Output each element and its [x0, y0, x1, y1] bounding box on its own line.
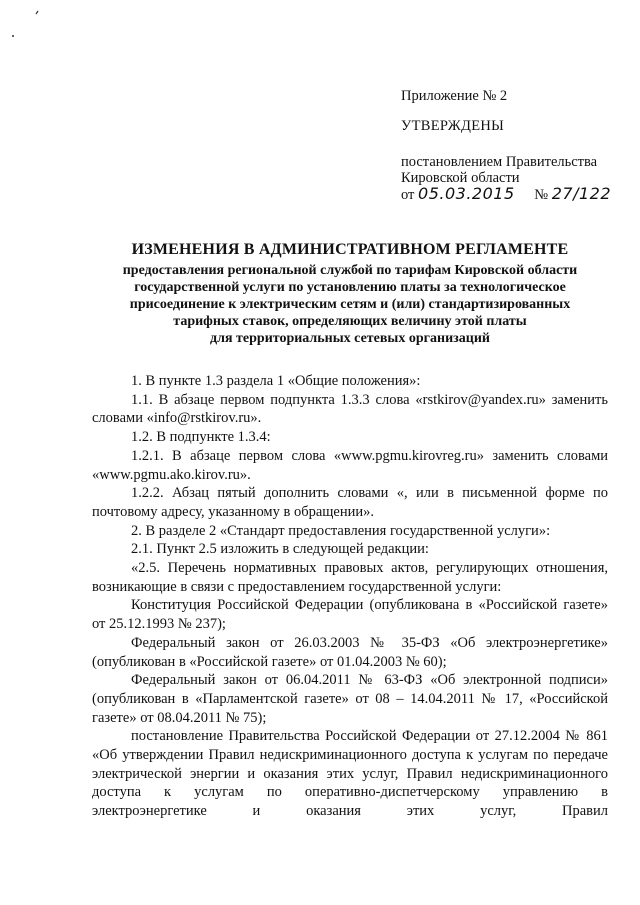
- scan-mark-icon: [10, 6, 40, 46]
- handwritten-date: 05.03.2015: [418, 184, 515, 203]
- approved-label: УТВЕРЖДЕНЫ: [401, 118, 505, 134]
- approval-region-line: Кировской области: [401, 170, 520, 186]
- document-body: [92, 372, 608, 821]
- document-title: [100, 240, 600, 347]
- approval-block: [401, 88, 626, 203]
- number-prefix: №: [534, 187, 549, 203]
- title-line: тарифных ставок, определяющих величину этой платы: [173, 314, 527, 329]
- title-line: присоединение к электрическим сетям и (или) стандартизированных: [129, 297, 571, 312]
- paragraph: 1.2.2. Абзац пятый дополнить словами «, или в письменной форме по почтовому адресу, указанному в обращении».: [92, 485, 608, 520]
- handwritten-number: 27/122: [551, 184, 612, 203]
- paragraph: 1.1. В абзаце первом подпункта 1.3.3 слова «rstkirov@yandex.ru» заменить словами «info@rstkirov.ru».: [92, 391, 608, 427]
- paragraph: Федеральный закон от 06.04.2011 № 63-ФЗ «Об электронной подписи» (опубликован в «Парламентской газете» от 08 – 14.04.2011 № 17, «Российской газете» от 08.04.2011 № 75);: [92, 672, 608, 726]
- title-line: государственной услуги по установлению платы за технологическое: [134, 280, 566, 295]
- paragraph: 1.2.1. В абзаце первом слова «www.pgmu.kirovreg.ru» заменить словами «www.pgmu.ako.kirov.ru».: [92, 447, 608, 483]
- annex-label: Приложение № 2: [401, 88, 508, 104]
- approval-resolution-line: постановлением Правительства: [401, 154, 598, 170]
- approval-date-line: [401, 186, 626, 203]
- paragraph: 1.2. В подпункте 1.3.4:: [131, 429, 271, 446]
- paragraph: 2.1. Пункт 2.5 изложить в следующей редакции:: [131, 541, 429, 558]
- title-line: для территориальных сетевых организаций: [210, 331, 490, 346]
- paragraph: «2.5. Перечень нормативных правовых актов, регулирующих отношения, возникающие в связи с предоставлением государственной услуги:: [92, 560, 608, 595]
- paragraph: Конституция Российской Федерации (опубликована в «Российской газете» от 25.12.1993 № 237);: [92, 597, 608, 633]
- title-heading: ИЗМЕНЕНИЯ В АДМИНИСТРАТИВНОМ РЕГЛАМЕНТЕ: [131, 241, 569, 258]
- paragraph: 2. В разделе 2 «Стандарт предоставления государственной услуги»:: [131, 522, 551, 539]
- paragraph: постановление Правительства Российской Федерации от 27.12.2004 № 861 «Об утверждении Правил недискриминационного доступа к услугам по передаче электрической энергии и оказания этих услуг, Правил недискриминационного доступа к услугам по оперативно-диспетчерскому управлению в электроэнергетике и оказания этих услуг, Правил: [92, 728, 608, 820]
- paragraph: Федеральный закон от 26.03.2003 № 35-ФЗ «Об электроэнергетике» (опубликован в «Российской газете» от 01.04.2003 № 60);: [92, 634, 608, 670]
- paragraph: 1. В пункте 1.3 раздела 1 «Общие положения»:: [131, 373, 421, 389]
- date-prefix: от: [401, 187, 415, 203]
- title-line: предоставления региональной службой по тарифам Кировской области: [122, 263, 578, 278]
